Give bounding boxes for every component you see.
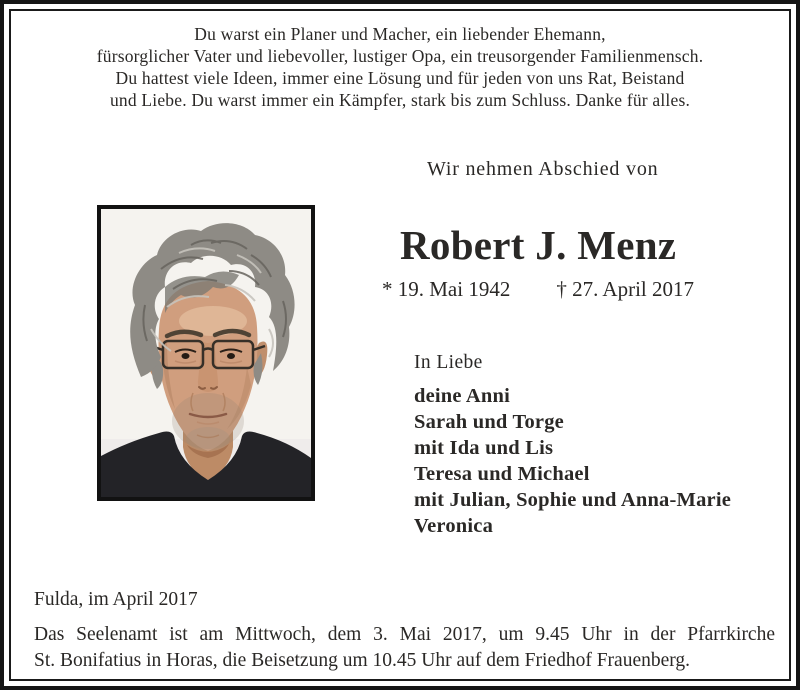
farewell-line: Wir nehmen Abschied von — [427, 158, 659, 180]
memorial-text-line: Du warst ein Planer und Macher, ein liebender Ehemann, — [194, 24, 606, 44]
service-announcement-line: St. Bonifatius in Horas, die Beisetzung um 10.45 Uhr auf dem Friedhof Frauenberg. — [34, 650, 691, 671]
deceased-name: Robert J. Menz — [400, 222, 677, 268]
place-date: Fulda, im April 2017 — [34, 589, 198, 610]
birth-date: * 19. Mai 1942 — [382, 277, 511, 301]
service-announcement — [34, 622, 775, 674]
family-member: mit Julian, Sophie und Anna-Marie — [414, 489, 732, 511]
memorial-text-line: fürsorglicher Vater und liebevoller, lustiger Opa, ein treusorgender Familienmensch. — [96, 46, 704, 66]
memorial-text-line: und Liebe. Du warst immer ein Kämpfer, stark bis zum Schluss. Danke für alles. — [109, 90, 691, 110]
family-member: Veronica — [414, 515, 494, 537]
life-dates — [382, 277, 694, 302]
condolence-heading: In Liebe — [414, 352, 483, 373]
family-member: mit Ida und Lis — [414, 437, 554, 459]
family-member: Sarah und Torge — [414, 411, 564, 433]
portrait-illustration — [101, 209, 311, 497]
service-announcement-line: Das Seelenamt ist am Mittwoch, dem 3. Mai 2017, um 9.45 Uhr in der Pfarrkirche — [34, 624, 775, 645]
family-list — [414, 383, 731, 539]
family-member: deine Anni — [414, 385, 510, 407]
memorial-text — [4, 23, 796, 111]
memorial-text-line: Du hattest viele Ideen, immer eine Lösung und für jeden von uns Rat, Beistand — [115, 68, 685, 88]
death-date: † 27. April 2017 — [556, 277, 694, 301]
deceased-portrait-photo — [97, 205, 315, 501]
family-member: Teresa und Michael — [414, 463, 590, 485]
